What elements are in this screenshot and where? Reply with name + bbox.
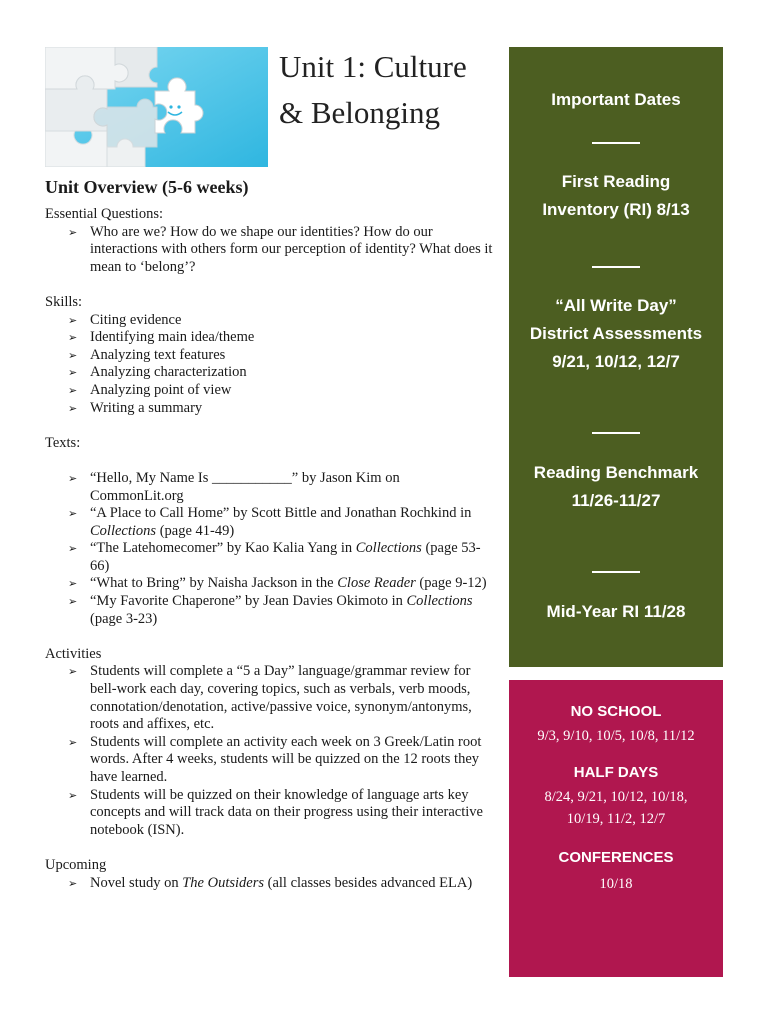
list-item: ➢ “The Latehomecomer” by Kao Kalia Yang in Collections (page 53-66) xyxy=(90,540,495,575)
title-line-2: & Belonging xyxy=(279,95,441,130)
list-item: ➢ Analyzing text features xyxy=(90,347,495,365)
list-item: ➢ Novel study on The Outsiders (all classes besides advanced ELA) xyxy=(90,875,495,893)
unit-overview-section xyxy=(45,176,495,892)
title-line-1: Unit 1: Culture xyxy=(279,49,467,84)
divider xyxy=(592,142,640,144)
skills-list xyxy=(45,312,495,418)
texts-label: Texts: xyxy=(45,434,81,451)
essential-questions-label: Essential Questions: xyxy=(45,206,164,222)
divider xyxy=(592,432,640,434)
skills-label: Skills: xyxy=(45,293,83,310)
list-item: ➢ “Hello, My Name Is ___________” by Jason Kim on CommonLit.org xyxy=(90,470,495,505)
list-item: ➢ Citing evidence xyxy=(90,312,495,330)
no-school-label: NO SCHOOL xyxy=(570,703,662,720)
half-days-label: HALF DAYS xyxy=(573,764,659,781)
reading-benchmark: Reading Benchmark 11/26-11/27 xyxy=(533,463,699,510)
texts-list xyxy=(45,470,495,628)
divider xyxy=(592,571,640,573)
divider xyxy=(592,266,640,268)
conferences-label: CONFERENCES xyxy=(558,849,674,866)
upcoming-label: Upcoming xyxy=(45,856,107,873)
important-dates-panel xyxy=(509,47,723,667)
upcoming-list xyxy=(45,875,495,893)
list-item: ➢ “A Place to Call Home” by Scott Bittle and Jonathan Rochkind in Collections (page 41-49) xyxy=(90,505,495,540)
important-dates-heading: Important Dates xyxy=(551,90,681,109)
page-title xyxy=(279,44,504,136)
list-item: ➢ “What to Bring” by Naisha Jackson in the Close Reader (page 9-12) xyxy=(90,575,495,593)
first-reading-inventory: First Reading Inventory (RI) 8/13 xyxy=(542,172,690,219)
activities-list xyxy=(45,663,495,839)
no-school-dates: 9/3, 9/10, 10/5, 10/8, 11/12 xyxy=(537,728,695,744)
all-write-day: “All Write Day” District Assessments 9/21, 10/12, 12/7 xyxy=(529,296,703,371)
mid-year-ri: Mid-Year RI 11/28 xyxy=(546,602,686,621)
conferences-dates: 10/18 xyxy=(599,876,633,892)
essential-questions-list xyxy=(45,224,495,277)
list-item: ➢ Who are we? How do we shape our identities? How do our interactions with others form our perception of identity? What does it mean to ‘belong’? xyxy=(90,224,495,277)
overview-heading: Unit Overview (5-6 weeks) xyxy=(45,177,249,197)
list-item: ➢ Students will complete a “5 a Day” language/grammar review for bell-work each day, covering topics, such as verbals, verb moods, connotation/denotation, active/passive voice, synonym/antonyms, roots and affixes, etc. xyxy=(90,663,495,733)
puzzle-image xyxy=(45,47,268,167)
list-item: ➢ Analyzing characterization xyxy=(90,364,495,382)
list-item: ➢ Identifying main idea/theme xyxy=(90,329,495,347)
list-item: ➢ Students will complete an activity each week on 3 Greek/Latin root words. After 4 weeks, students will be quizzed on the 12 roots they have learned. xyxy=(90,734,495,787)
half-days-dates: 8/24, 9/21, 10/12, 10/18, 10/19, 11/2, 12/7 xyxy=(544,789,688,827)
activities-label: Activities xyxy=(45,645,102,662)
list-item: ➢ Writing a summary xyxy=(90,400,495,418)
puzzle-graphic xyxy=(45,47,268,167)
list-item: ➢ “My Favorite Chaperone” by Jean Davies Okimoto in Collections (page 3-23) xyxy=(90,593,495,628)
list-item: ➢ Analyzing point of view xyxy=(90,382,495,400)
school-schedule-panel xyxy=(509,680,723,977)
list-item: ➢ Students will be quizzed on their knowledge of language arts key concepts and will track data on their progress using their interactive notebook (ISN). xyxy=(90,787,495,840)
